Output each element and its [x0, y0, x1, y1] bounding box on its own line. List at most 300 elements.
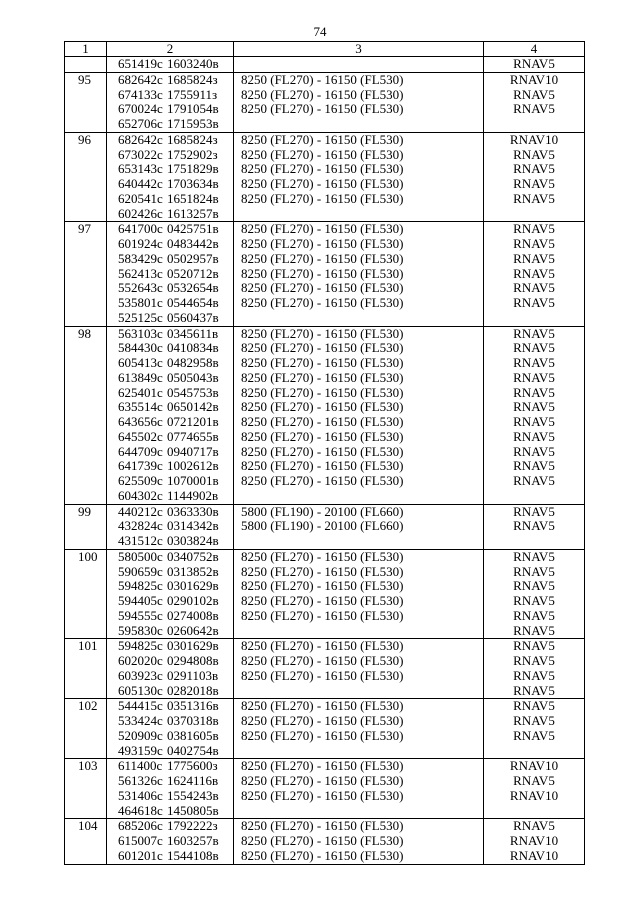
latitude: 640442с	[118, 176, 163, 191]
longitude: 1775600з	[167, 758, 218, 774]
altitude-range: 8250 (FL270) - 16150 (FL530)	[241, 428, 404, 444]
waypoint-coordinate	[107, 88, 233, 103]
waypoint-coordinate	[107, 73, 233, 88]
navigation-spec: RNAV5	[513, 221, 555, 237]
altitude-range: 8250 (FL270) - 16150 (FL530)	[241, 265, 404, 281]
waypoint-coordinate	[107, 177, 233, 192]
altitude-range: 8250 (FL270) - 16150 (FL530)	[241, 773, 404, 788]
longitude: 1624116в	[167, 773, 219, 788]
latitude: 525125с	[118, 309, 163, 325]
longitude: 0721201в	[167, 414, 219, 429]
longitude: 0290102в	[167, 593, 219, 608]
route-number: 97	[78, 221, 91, 237]
waypoint-coordinate	[107, 714, 233, 729]
waypoint-coordinate	[107, 505, 233, 520]
altitude-range-cell	[234, 72, 484, 132]
latitude: 595830с	[118, 622, 163, 638]
latitude: 590659с	[118, 563, 163, 579]
latitude: 602426с	[118, 205, 163, 221]
waypoint-coordinate	[107, 222, 233, 237]
waypoint-coordinates-cell	[107, 819, 234, 864]
waypoint-coordinate	[107, 207, 233, 222]
waypoint-coordinate	[107, 669, 233, 684]
route-number: 95	[78, 71, 91, 87]
altitude-range: 8250 (FL270) - 16150 (FL530)	[241, 176, 404, 191]
latitude: 613849с	[118, 369, 163, 385]
waypoint-coordinate	[107, 102, 233, 117]
latitude: 635514с	[118, 399, 163, 415]
route-number-cell	[65, 72, 107, 132]
longitude: 1144902в	[167, 487, 219, 503]
route-number-cell	[65, 699, 107, 759]
waypoint-coordinate	[107, 57, 233, 72]
navigation-spec: RNAV5	[513, 190, 555, 206]
navigation-spec: RNAV5	[513, 384, 555, 400]
navigation-spec: RNAV10	[509, 758, 559, 774]
route-row	[65, 326, 585, 504]
route-number-cell	[65, 639, 107, 699]
route-row	[65, 222, 585, 326]
longitude: 0482958в	[167, 355, 219, 370]
waypoint-coordinate	[107, 296, 233, 311]
navigation-spec-cell	[484, 699, 585, 759]
longitude: 1791054в	[167, 101, 219, 117]
navigation-spec-cell	[484, 57, 585, 73]
route-number-cell	[65, 759, 107, 819]
altitude-range: 8250 (FL270) - 16150 (FL530)	[241, 369, 404, 385]
longitude: 0402754в	[167, 742, 219, 758]
route-number-cell	[65, 819, 107, 864]
altitude-range-cell	[234, 639, 484, 699]
longitude: 0502957в	[167, 250, 219, 266]
latitude: 615007с	[118, 833, 163, 848]
latitude: 602020с	[118, 653, 163, 668]
altitude-range: 8250 (FL270) - 16150 (FL530)	[241, 818, 404, 834]
waypoint-coordinate	[107, 281, 233, 296]
route-table	[64, 41, 585, 865]
longitude: 1603240в	[167, 56, 219, 71]
navigation-spec-cell	[484, 639, 585, 699]
route-number: 101	[78, 638, 98, 654]
altitude-range: 8250 (FL270) - 16150 (FL530)	[241, 443, 404, 459]
navigation-spec: RNAV5	[513, 86, 555, 102]
latitude: 674133с	[118, 86, 163, 102]
navigation-spec: RNAV10	[509, 833, 559, 848]
altitude-range: 8250 (FL270) - 16150 (FL530)	[241, 833, 404, 848]
longitude: 0650142в	[167, 399, 219, 415]
longitude: 1450805в	[167, 802, 219, 818]
altitude-range: 8250 (FL270) - 16150 (FL530)	[241, 638, 404, 654]
waypoint-coordinate	[107, 684, 233, 699]
waypoint-coordinate	[107, 565, 233, 580]
waypoint-coordinate	[107, 445, 233, 460]
latitude: 594825с	[118, 578, 163, 594]
altitude-range: 8250 (FL270) - 16150 (FL530)	[241, 295, 404, 310]
route-number-cell	[65, 222, 107, 326]
route-number: 102	[78, 698, 98, 714]
navigation-spec: RNAV5	[513, 250, 555, 266]
waypoint-coordinate	[107, 849, 233, 864]
altitude-range: 8250 (FL270) - 16150 (FL530)	[241, 473, 404, 488]
longitude: 0294808в	[167, 653, 219, 668]
altitude-range: 8250 (FL270) - 16150 (FL530)	[241, 161, 404, 177]
longitude: 1703634в	[167, 176, 219, 191]
longitude: 0544654в	[167, 295, 219, 310]
altitude-range: 8250 (FL270) - 16150 (FL530)	[241, 221, 404, 237]
waypoint-coordinate	[107, 252, 233, 267]
navigation-spec: RNAV5	[513, 653, 555, 668]
longitude: 0301629в	[167, 638, 219, 654]
waypoint-coordinate	[107, 162, 233, 177]
longitude: 1070001в	[167, 473, 219, 488]
waypoint-coordinates-cell	[107, 132, 234, 222]
latitude: 651419с	[118, 56, 163, 71]
altitude-range: 8250 (FL270) - 16150 (FL530)	[241, 384, 404, 400]
waypoint-coordinates-cell	[107, 72, 234, 132]
waypoint-coordinate	[107, 834, 233, 849]
waypoint-coordinate	[107, 639, 233, 654]
navigation-spec-cell	[484, 819, 585, 864]
latitude: 583429с	[118, 250, 163, 266]
latitude: 604302с	[118, 487, 163, 503]
longitude: 1792222з	[167, 818, 218, 834]
latitude: 440212с	[118, 503, 163, 519]
latitude: 682642с	[118, 71, 163, 87]
longitude: 0545753в	[167, 384, 219, 400]
navigation-spec: RNAV5	[513, 161, 555, 177]
longitude: 0532654в	[167, 280, 219, 296]
latitude: 431512с	[118, 533, 163, 548]
navigation-spec: RNAV5	[513, 176, 555, 191]
navigation-spec: RNAV5	[513, 622, 555, 638]
column-header-row	[65, 42, 585, 57]
latitude: 682642с	[118, 131, 163, 147]
navigation-spec: RNAV5	[513, 56, 555, 71]
latitude: 520909с	[118, 727, 163, 743]
waypoint-coordinate	[107, 237, 233, 252]
navigation-spec: RNAV5	[513, 280, 555, 296]
longitude: 1603257в	[167, 833, 219, 848]
waypoint-coordinate	[107, 311, 233, 326]
navigation-spec: RNAV5	[513, 548, 555, 564]
longitude: 0370318в	[167, 713, 219, 728]
waypoint-coordinate	[107, 550, 233, 565]
altitude-range: 8250 (FL270) - 16150 (FL530)	[241, 458, 404, 474]
waypoint-coordinate	[107, 474, 233, 489]
waypoint-coordinates-cell	[107, 57, 234, 73]
navigation-spec: RNAV5	[513, 713, 555, 728]
waypoint-coordinate	[107, 699, 233, 714]
route-number-cell	[65, 132, 107, 222]
column-header-2: 2	[107, 42, 234, 57]
latitude: 605413с	[118, 355, 163, 370]
navigation-spec: RNAV5	[513, 682, 555, 698]
longitude: 0340752в	[167, 548, 219, 564]
altitude-range: 8250 (FL270) - 16150 (FL530)	[241, 355, 404, 370]
waypoint-coordinate	[107, 386, 233, 401]
navigation-spec: RNAV5	[513, 563, 555, 579]
waypoint-coordinate	[107, 579, 233, 594]
navigation-spec: RNAV5	[513, 593, 555, 608]
altitude-range: 8250 (FL270) - 16150 (FL530)	[241, 250, 404, 266]
waypoint-coordinate	[107, 729, 233, 744]
longitude: 1755911з	[167, 86, 218, 102]
route-number-cell	[65, 549, 107, 639]
longitude: 0940717в	[167, 443, 219, 459]
navigation-spec: RNAV5	[513, 146, 555, 162]
longitude: 1554243в	[167, 787, 219, 803]
waypoint-coordinate	[107, 459, 233, 474]
waypoint-coordinates-cell	[107, 504, 234, 549]
longitude: 0560437в	[167, 309, 219, 325]
longitude: 0425751в	[167, 221, 219, 237]
waypoint-coordinate	[107, 609, 233, 624]
longitude: 0363330в	[167, 503, 219, 519]
altitude-range: 8250 (FL270) - 16150 (FL530)	[241, 698, 404, 714]
altitude-range-cell	[234, 759, 484, 819]
route-row	[65, 72, 585, 132]
latitude: 625509с	[118, 473, 163, 488]
waypoint-coordinate	[107, 744, 233, 759]
navigation-spec: RNAV5	[513, 727, 555, 743]
waypoint-coordinate	[107, 624, 233, 639]
navigation-spec: RNAV5	[513, 355, 555, 370]
route-number: 100	[78, 548, 98, 564]
waypoint-coordinate	[107, 341, 233, 356]
waypoint-coordinate	[107, 117, 233, 132]
latitude: 601201с	[118, 847, 163, 863]
longitude: 0410834в	[167, 340, 219, 356]
navigation-spec: RNAV5	[513, 414, 555, 429]
navigation-spec: RNAV5	[513, 818, 555, 834]
navigation-spec: RNAV5	[513, 101, 555, 117]
waypoint-coordinate	[107, 371, 233, 386]
latitude: 464618с	[118, 802, 163, 818]
longitude: 1002612в	[167, 458, 219, 474]
waypoint-coordinate	[107, 774, 233, 789]
navigation-spec: RNAV5	[513, 236, 555, 251]
navigation-spec: RNAV5	[513, 473, 555, 488]
waypoint-coordinate	[107, 819, 233, 834]
waypoint-coordinate	[107, 415, 233, 430]
navigation-spec: RNAV5	[513, 638, 555, 654]
navigation-spec-cell	[484, 222, 585, 326]
navigation-spec: RNAV10	[509, 787, 559, 803]
navigation-spec: RNAV5	[513, 667, 555, 683]
latitude: 601924с	[118, 236, 163, 251]
route-number: 96	[78, 131, 91, 147]
latitude: 493159с	[118, 742, 163, 758]
altitude-range: 8250 (FL270) - 16150 (FL530)	[241, 667, 404, 683]
altitude-range: 8250 (FL270) - 16150 (FL530)	[241, 71, 404, 87]
altitude-range-cell	[234, 222, 484, 326]
waypoint-coordinates-cell	[107, 699, 234, 759]
latitude: 563103с	[118, 325, 163, 341]
longitude: 1651824в	[167, 190, 219, 206]
latitude: 544415с	[118, 698, 163, 714]
route-number-cell	[65, 326, 107, 504]
altitude-range: 8250 (FL270) - 16150 (FL530)	[241, 280, 404, 296]
altitude-range: 8250 (FL270) - 16150 (FL530)	[241, 86, 404, 102]
longitude: 1752902з	[167, 146, 218, 162]
latitude: 535801с	[118, 295, 163, 310]
latitude: 643656с	[118, 414, 163, 429]
longitude: 0381605в	[167, 727, 219, 743]
longitude: 1613257в	[167, 205, 219, 221]
latitude: 594555с	[118, 607, 163, 623]
column-header-4: 4	[484, 42, 585, 57]
latitude: 562413с	[118, 265, 163, 281]
altitude-range: 8250 (FL270) - 16150 (FL530)	[241, 593, 404, 608]
navigation-spec: RNAV5	[513, 399, 555, 415]
route-row	[65, 504, 585, 549]
altitude-range-cell	[234, 819, 484, 864]
navigation-spec: RNAV5	[513, 443, 555, 459]
route-row	[65, 132, 585, 222]
longitude: 0282018в	[167, 682, 219, 698]
latitude: 531406с	[118, 787, 163, 803]
route-row	[65, 699, 585, 759]
latitude: 561326с	[118, 773, 163, 788]
waypoint-coordinates-cell	[107, 222, 234, 326]
route-number: 99	[78, 503, 91, 519]
waypoint-coordinate	[107, 489, 233, 504]
waypoint-coordinate	[107, 519, 233, 534]
altitude-range: 8250 (FL270) - 16150 (FL530)	[241, 713, 404, 728]
longitude: 0505043в	[167, 369, 219, 385]
longitude: 1685824з	[167, 71, 218, 87]
altitude-range: 8250 (FL270) - 16150 (FL530)	[241, 653, 404, 668]
navigation-spec: RNAV5	[513, 607, 555, 623]
longitude: 0483442в	[167, 236, 219, 251]
longitude: 1544108в	[167, 847, 219, 863]
waypoint-coordinate	[107, 594, 233, 609]
altitude-range: 5800 (FL190) - 20100 (FL660)	[241, 503, 404, 519]
longitude: 0291103в	[167, 667, 219, 683]
navigation-spec: RNAV5	[513, 503, 555, 519]
altitude-range-cell	[234, 132, 484, 222]
navigation-spec-cell	[484, 72, 585, 132]
waypoint-coordinate	[107, 654, 233, 669]
altitude-range: 8250 (FL270) - 16150 (FL530)	[241, 758, 404, 774]
latitude: 645502с	[118, 428, 163, 444]
waypoint-coordinates-cell	[107, 639, 234, 699]
latitude: 641739с	[118, 458, 163, 474]
navigation-spec: RNAV5	[513, 325, 555, 341]
latitude: 641700с	[118, 221, 163, 237]
latitude: 625401с	[118, 384, 163, 400]
latitude: 653143с	[118, 161, 163, 177]
navigation-spec: RNAV5	[513, 698, 555, 714]
route-row	[65, 639, 585, 699]
navigation-spec: RNAV5	[513, 458, 555, 474]
latitude: 552643с	[118, 280, 163, 296]
longitude: 0301629в	[167, 578, 219, 594]
longitude: 0351316в	[167, 698, 219, 714]
longitude: 1715953в	[167, 116, 219, 131]
altitude-range: 8250 (FL270) - 16150 (FL530)	[241, 190, 404, 206]
waypoint-coordinate	[107, 267, 233, 282]
navigation-spec-cell	[484, 326, 585, 504]
navigation-spec: RNAV10	[509, 71, 559, 87]
altitude-range: 8250 (FL270) - 16150 (FL530)	[241, 325, 404, 341]
column-header-3: 3	[234, 42, 484, 57]
latitude: 673022с	[118, 146, 163, 162]
altitude-range: 8250 (FL270) - 16150 (FL530)	[241, 236, 404, 251]
longitude: 0313852в	[167, 563, 219, 579]
latitude: 670024с	[118, 101, 163, 117]
navigation-spec: RNAV5	[513, 265, 555, 281]
latitude: 594825с	[118, 638, 163, 654]
navigation-spec-cell	[484, 504, 585, 549]
altitude-range: 5800 (FL190) - 20100 (FL660)	[241, 518, 404, 534]
altitude-range-cell	[234, 549, 484, 639]
altitude-range: 8250 (FL270) - 16150 (FL530)	[241, 131, 404, 147]
altitude-range: 8250 (FL270) - 16150 (FL530)	[241, 548, 404, 564]
navigation-spec-cell	[484, 759, 585, 819]
altitude-range: 8250 (FL270) - 16150 (FL530)	[241, 847, 404, 863]
column-header-1: 1	[65, 42, 107, 57]
altitude-range: 8250 (FL270) - 16150 (FL530)	[241, 727, 404, 743]
navigation-spec: RNAV10	[509, 131, 559, 147]
waypoint-coordinate	[107, 148, 233, 163]
altitude-range: 8250 (FL270) - 16150 (FL530)	[241, 399, 404, 415]
altitude-range: 8250 (FL270) - 16150 (FL530)	[241, 787, 404, 803]
altitude-range: 8250 (FL270) - 16150 (FL530)	[241, 414, 404, 429]
navigation-spec: RNAV5	[513, 578, 555, 594]
longitude: 0314342в	[167, 518, 219, 534]
altitude-range: 8250 (FL270) - 16150 (FL530)	[241, 607, 404, 623]
latitude: 584430с	[118, 340, 163, 356]
altitude-range-cell	[234, 57, 484, 73]
latitude: 620541с	[118, 190, 163, 206]
navigation-spec: RNAV10	[509, 847, 559, 863]
waypoint-coordinate	[107, 327, 233, 342]
navigation-spec-cell	[484, 549, 585, 639]
latitude: 533424с	[118, 713, 163, 728]
altitude-range-cell	[234, 326, 484, 504]
route-number-cell	[65, 57, 107, 73]
route-number	[65, 57, 106, 72]
latitude: 580500с	[118, 548, 163, 564]
waypoint-coordinates-cell	[107, 326, 234, 504]
waypoint-coordinates-cell	[107, 759, 234, 819]
latitude: 432824с	[118, 518, 163, 534]
longitude: 0520712в	[167, 265, 219, 281]
altitude-range-cell	[234, 699, 484, 759]
route-row	[65, 759, 585, 819]
longitude: 1685824з	[167, 131, 218, 147]
route-number: 104	[78, 818, 98, 834]
altitude-range: 8250 (FL270) - 16150 (FL530)	[241, 101, 404, 117]
waypoint-coordinate	[107, 400, 233, 415]
route-row	[65, 549, 585, 639]
longitude: 0345611в	[167, 325, 219, 341]
waypoint-coordinate	[107, 759, 233, 774]
navigation-spec: RNAV5	[513, 340, 555, 356]
page-number: 74	[313, 24, 327, 39]
waypoint-coordinate	[107, 789, 233, 804]
altitude-range: 8250 (FL270) - 16150 (FL530)	[241, 146, 404, 162]
route-table-body	[65, 42, 585, 865]
longitude: 0260642в	[167, 622, 219, 638]
latitude: 652706с	[118, 116, 163, 131]
waypoint-coordinate	[107, 804, 233, 819]
latitude: 605130с	[118, 682, 163, 698]
navigation-spec: RNAV5	[513, 295, 555, 310]
waypoint-coordinate	[107, 192, 233, 207]
route-number: 98	[78, 325, 91, 341]
